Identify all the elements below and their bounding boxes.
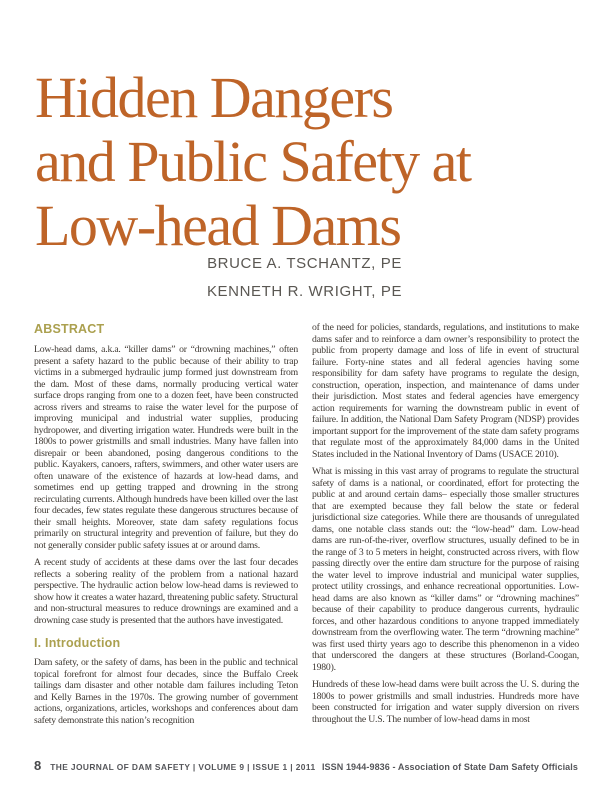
- journal-info: THE JOURNAL OF DAM SAFETY | VOLUME 9 | ISSUE 1 | 2011: [50, 762, 316, 772]
- left-column: [34, 322, 298, 732]
- author-name-2: KENNETH R. WRIGHT, PE: [206, 282, 403, 300]
- author-name-1: BRUCE A. TSCHANTZ, PE: [207, 255, 402, 272]
- introduction-heading: I. Introduction: [34, 636, 121, 650]
- article-body: [34, 322, 579, 732]
- title-line-1: Hidden Dangers: [35, 64, 393, 130]
- title-line-2: and Public Safety at: [35, 128, 471, 194]
- body-paragraph-2: What is missing in this vast array of programs to regulate the structural safety of dams is a national, or coordinated, effort for protecting the public at and around certain dams– especially those smaller structures that are exempted because they fall below the state or federal jurisdictional size categories. While there are thousands of unregulated dams, one notable class stands out: the “low-head” dam. Low-head dams are run-of-the-river, overflow structures, usually defined to be in the range of 3 to 5 meters in height, constructed across rivers, with flow passing directly over the entire dam structure for the purpose of raising the water level to improve industrial and municipal water supplies, protect utility crossings, and enhance recreational opportunities. Low-head dams are also known as “killer dams” or “drowning machines” because of their capability to produce dangerous currents, hydraulic forces, and other hazardous conditions to anyone trapped immediately downstream from the overflowing water. The term “drowning machine” was first used thirty years ago to describe this phenomenon in a video that underscored the dangers at these structures (Borland-Coogan, 1980).: [312, 466, 579, 673]
- issn-info: ISSN 1944-9836 - Association of State Dam Safety Officials: [321, 762, 578, 772]
- introduction-paragraph: Dam safety, or the safety of dams, has been in the public and technical topical forefront for almost four decades, since the Buffalo Creek tailings dam disaster and other notable dam failures including Teton and Kelly Barnes in the 1970s. The growing number of government actions, organizations, articles, workshops and conferences about dam safety demonstrate this nation’s recognition: [34, 657, 298, 726]
- title-line-3: Low-head Dams: [35, 192, 401, 258]
- article-title: [35, 66, 471, 258]
- page-number: 8: [34, 758, 42, 773]
- footer-left: [34, 758, 316, 773]
- abstract-paragraph-2: A recent study of accidents at these dams over the last four decades reflects a sobering reality of the problem from a national hazard perspective. The hydraulic action below low-head dams is reviewed to show how it creates a water hazard, threatening public safety. Structural and non-structural measures to reduce drownings are examined and a drowning case study is presented that the authors have investigated.: [34, 557, 298, 626]
- page-footer: [34, 758, 578, 773]
- body-paragraph-3: Hundreds of these low-head dams were built across the U. S. during the 1800s to power gristmills and small industries. Hundreds more have been constructed for irrigation and water supply diversion on rivers throughout the U.S. The number of low-head dams in most: [312, 679, 579, 725]
- right-column: [312, 322, 579, 732]
- author-list: [0, 250, 609, 305]
- abstract-heading: ABSTRACT: [34, 322, 105, 336]
- body-paragraph-1: of the need for policies, standards, regulations, and institutions to make dams safer and to reinforce a dam owner’s responsibility to protect the public from property damage and loss of life in event of structural failure. Forty-nine states and all federal agencies having some responsibility for dam safety have programs to regulate the design, construction, operation, inspection, and maintenance of dams under their jurisdiction. Most states and federal agencies have emergency action requirements for warning the downstream public in event of failure. In addition, the National Dam Safety Program (NDSP) provides important support for the improvement of the state dam safety programs that regulate most of the approximately 84,000 dams in the United States included in the National Inventory of Dams (USACE 2010).: [312, 322, 579, 460]
- abstract-paragraph-1: Low-head dams, a.k.a. “killer dams” or “drowning machines,” often present a safety hazard to the public because of their ability to trap victims in a submerged hydraulic jump formed just downstream from the dam. Most of these dams, normally producing vertical water surface drops ranging from one to a dozen feet, have been constructed across rivers and streams to raise the water level for the purpose of improving municipal and industrial water supplies, producing hydropower, and diverting irrigation water. Hundreds were built in the 1800s to power gristmills and small industries. Many have fallen into disrepair or been abandoned, posing dangerous conditions to the public. Kayakers, canoers, rafters, swimmers, and other water users are often unaware of the existence of hazards at low-head dams, and sometimes end up getting trapped and drowning in the strong recirculating currents. Although hundreds have been killed over the last four decades, few states regulate these dangerous structures because of their small heights. Moreover, state dam safety regulations focus primarily on structural integrity and prevention of failure, but they do not generally consider public safety issues at or around dams.: [34, 344, 298, 551]
